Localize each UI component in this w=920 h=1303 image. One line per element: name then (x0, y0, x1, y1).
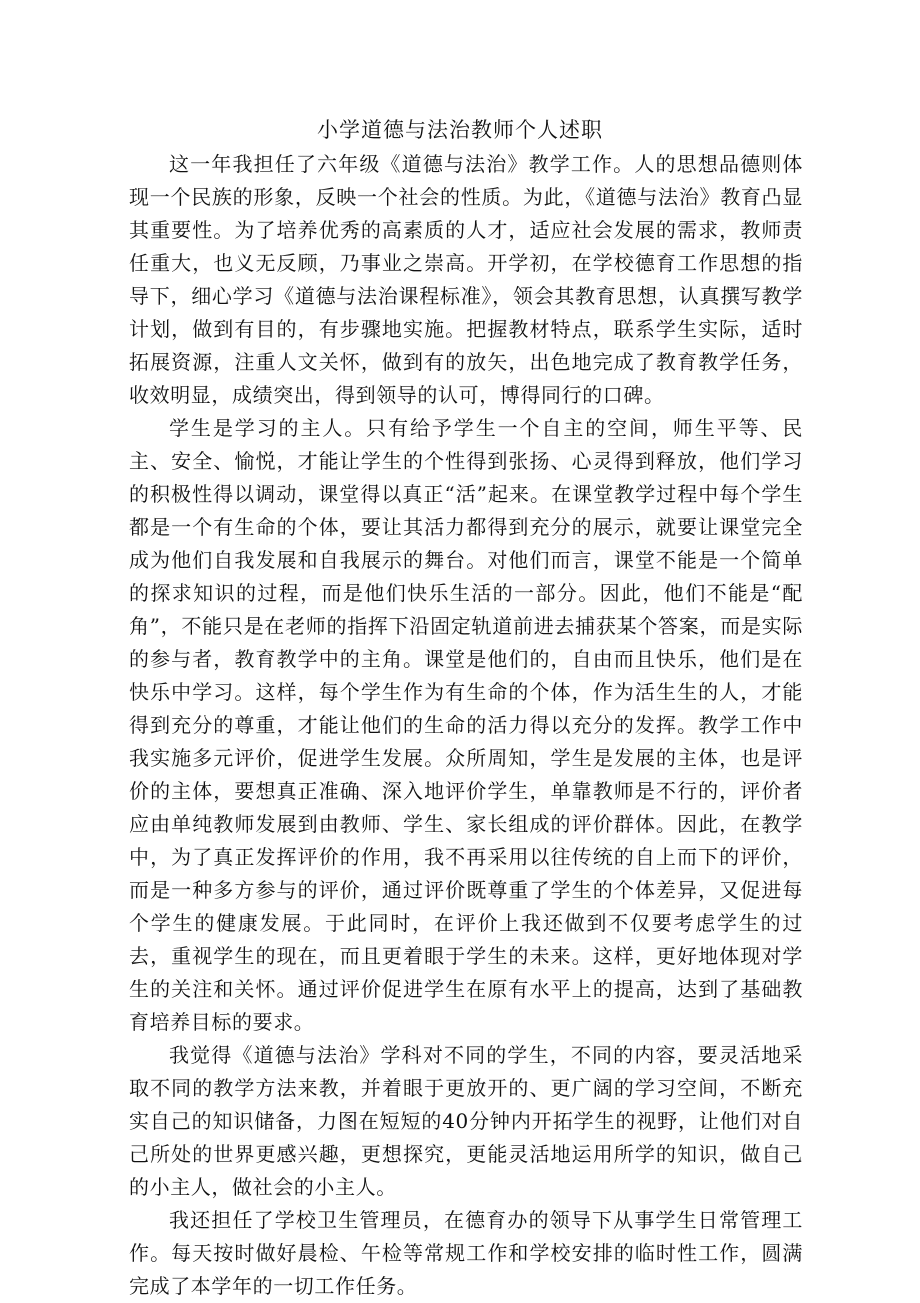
document-body (129, 148, 803, 1303)
document-title: 小学道德与法治教师个人述职 (317, 118, 603, 142)
paragraph-2: 学生是学习的主人。只有给予学生一个自主的空间，师生平等、民主、安全、愉悦，才能让学生的个性得到张扬、心灵得到释放，他们学习的积极性得以调动，课堂得以真正“活”起来。在课堂教学过程中每个学生都是一个有生命的个体，要让其活力都得到充分的展示，就要让课堂完全成为他们自我发展和自我展示的舞台。对他们而言，课堂不能是一个简单的探求知识的过程，而是他们快乐生活的一部分。因此，他们不能是“配角”，不能只是在老师的指挥下沿固定轨道前进去捕获某个答案，而是实际的参与者，教育教学中的主角。课堂是他们的，自由而且快乐，他们是在快乐中学习。这样，每个学生作为有生命的个体，作为活生生的人，才能得到充分的尊重，才能让他们的生命的活力得以充分的发挥。教学工作中我实施多元评价，促进学生发展。众所周知，学生是发展的主体，也是评价的主体，要想真正准确、深入地评价学生，单靠教师是不行的，评价者应由单纯教师发展到由教师、学生、家长组成的评价群体。因此，在教学中，为了真正发挥评价的作用，我不再采用以往传统的自上而下的评价，而是一种多方参与的评价，通过评价既尊重了学生的个体差异，又促进每个学生的健康发展。于此同时，在评价上我还做到不仅要考虑学生的过去，重视学生的现在，而且更着眼于学生的未来。这样，更好地体现对学生的关注和关怀。通过评价促进学生在原有水平上的提高，达到了基础教育培养目标的要求。 (129, 416, 803, 1034)
paragraph-1: 这一年我担任了六年级《道德与法治》教学工作。人的思想品德则体现一个民族的形象，反映一个社会的性质。为此，《道德与法治》教育凸显其重要性。为了培养优秀的高素质的人才，适应社会发展的需求，教师责任重大，也义无反顾，乃事业之崇高。开学初，在学校德育工作思想的指导下，细心学习《道德与法治课程标准》，领会其教育思想，认真撰写教学计划，做到有目的，有步骤地实施。把握教材特点，联系学生实际，适时拓展资源，注重人文关怀，做到有的放矢，出色地完成了教育教学任务，收效明显，成绩突出，得到领导的认可，博得同行的口碑。 (129, 152, 803, 407)
paragraph-4: 我还担任了学校卫生管理员，在德育办的领导下从事学生日常管理工作。每天按时做好晨检、午检等常规工作和学校安排的临时性工作，圆满完成了本学年的一切工作任务。 (129, 1208, 803, 1298)
paragraph-3: 我觉得《道德与法治》学科对不同的学生，不同的内容，要灵活地采取不同的教学方法来教，并着眼于更放开的、更广阔的学习空间，不断充实自己的知识储备，力图在短短的40分钟内开拓学生的视野，让他们对自己所处的世界更感兴趣，更想探究，更能灵活地运用所学的知识，做自己的小主人，做社会的小主人。 (129, 1043, 803, 1199)
